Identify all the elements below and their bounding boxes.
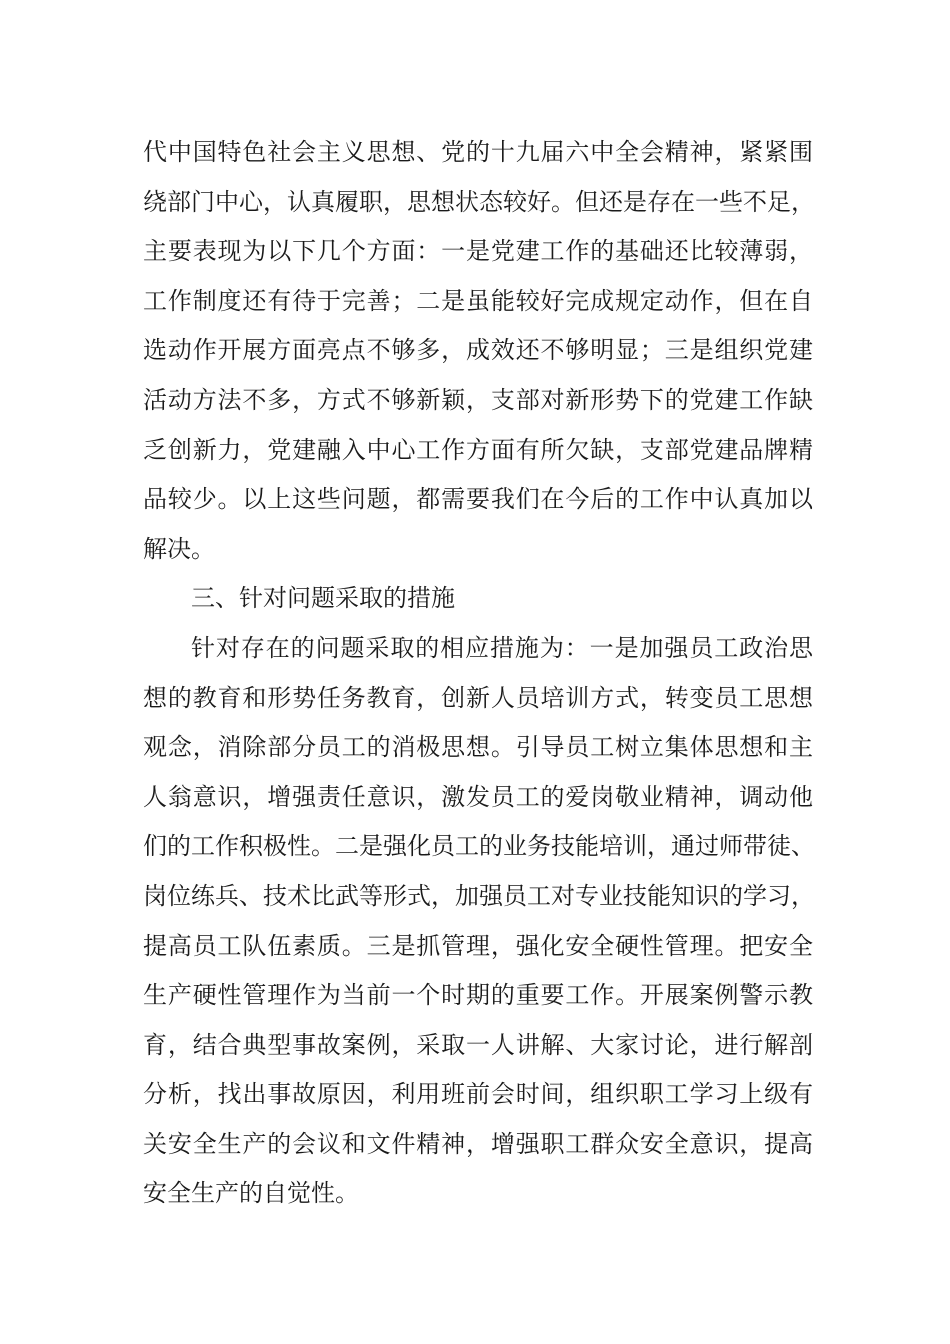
para2-line-7: 提高员工队伍素质。三是抓管理，强化安全硬性管理。把安全 — [143, 931, 813, 960]
para1-line-8: 品较少。以上这些问题，都需要我们在今后的工作中认真加以 — [143, 485, 813, 514]
para2-line-8: 生产硬性管理作为当前一个时期的重要工作。开展案例警示教 — [143, 981, 813, 1010]
para2-line-9: 育，结合典型事故案例，采取一人讲解、大家讨论，进行解剖 — [143, 1030, 813, 1059]
section-heading: 三、针对问题采取的措施 — [191, 584, 455, 613]
para2-line-2: 想的教育和形势任务教育，创新人员培训方式，转变员工思想 — [143, 683, 813, 712]
para1-line-4: 工作制度还有待于完善；二是虽能较好完成规定动作，但在自 — [143, 286, 813, 315]
para2-line-4: 人翁意识，增强责任意识，激发员工的爱岗敬业精神，调动他 — [143, 782, 813, 811]
para2-line-12: 安全生产的自觉性。 — [143, 1179, 359, 1208]
para2-line-10: 分析，找出事故原因，利用班前会时间，组织职工学习上级有 — [143, 1080, 813, 1109]
para1-line-5: 选动作开展方面亮点不够多，成效还不够明显；三是组织党建 — [143, 336, 813, 365]
para1-line-2: 绕部门中心，认真履职，思想状态较好。但还是存在一些不足， — [143, 187, 815, 216]
para2-line-5: 们的工作积极性。二是强化员工的业务技能培训，通过师带徒、 — [143, 832, 815, 861]
para2-line-1: 针对存在的问题采取的相应措施为：一是加强员工政治思 — [191, 633, 813, 662]
para1-line-7: 乏创新力，党建融入中心工作方面有所欠缺，支部党建品牌精 — [143, 435, 813, 464]
para1-line-9: 解决。 — [143, 534, 215, 563]
para1-line-3: 主要表现为以下几个方面：一是党建工作的基础还比较薄弱， — [143, 237, 813, 266]
para2-line-11: 关安全生产的会议和文件精神，增强职工群众安全意识，提高 — [143, 1129, 813, 1158]
para1-line-1: 代中国特色社会主义思想、党的十九届六中全会精神，紧紧围 — [143, 138, 813, 166]
document-body — [143, 128, 813, 1219]
para2-line-3: 观念，消除部分员工的消极思想。引导员工树立集体思想和主 — [143, 733, 813, 762]
para2-line-6: 岗位练兵、技术比武等形式，加强员工对专业技能知识的学习， — [143, 881, 815, 910]
para1-line-6: 活动方法不多，方式不够新颖，支部对新形势下的党建工作缺 — [143, 385, 813, 414]
